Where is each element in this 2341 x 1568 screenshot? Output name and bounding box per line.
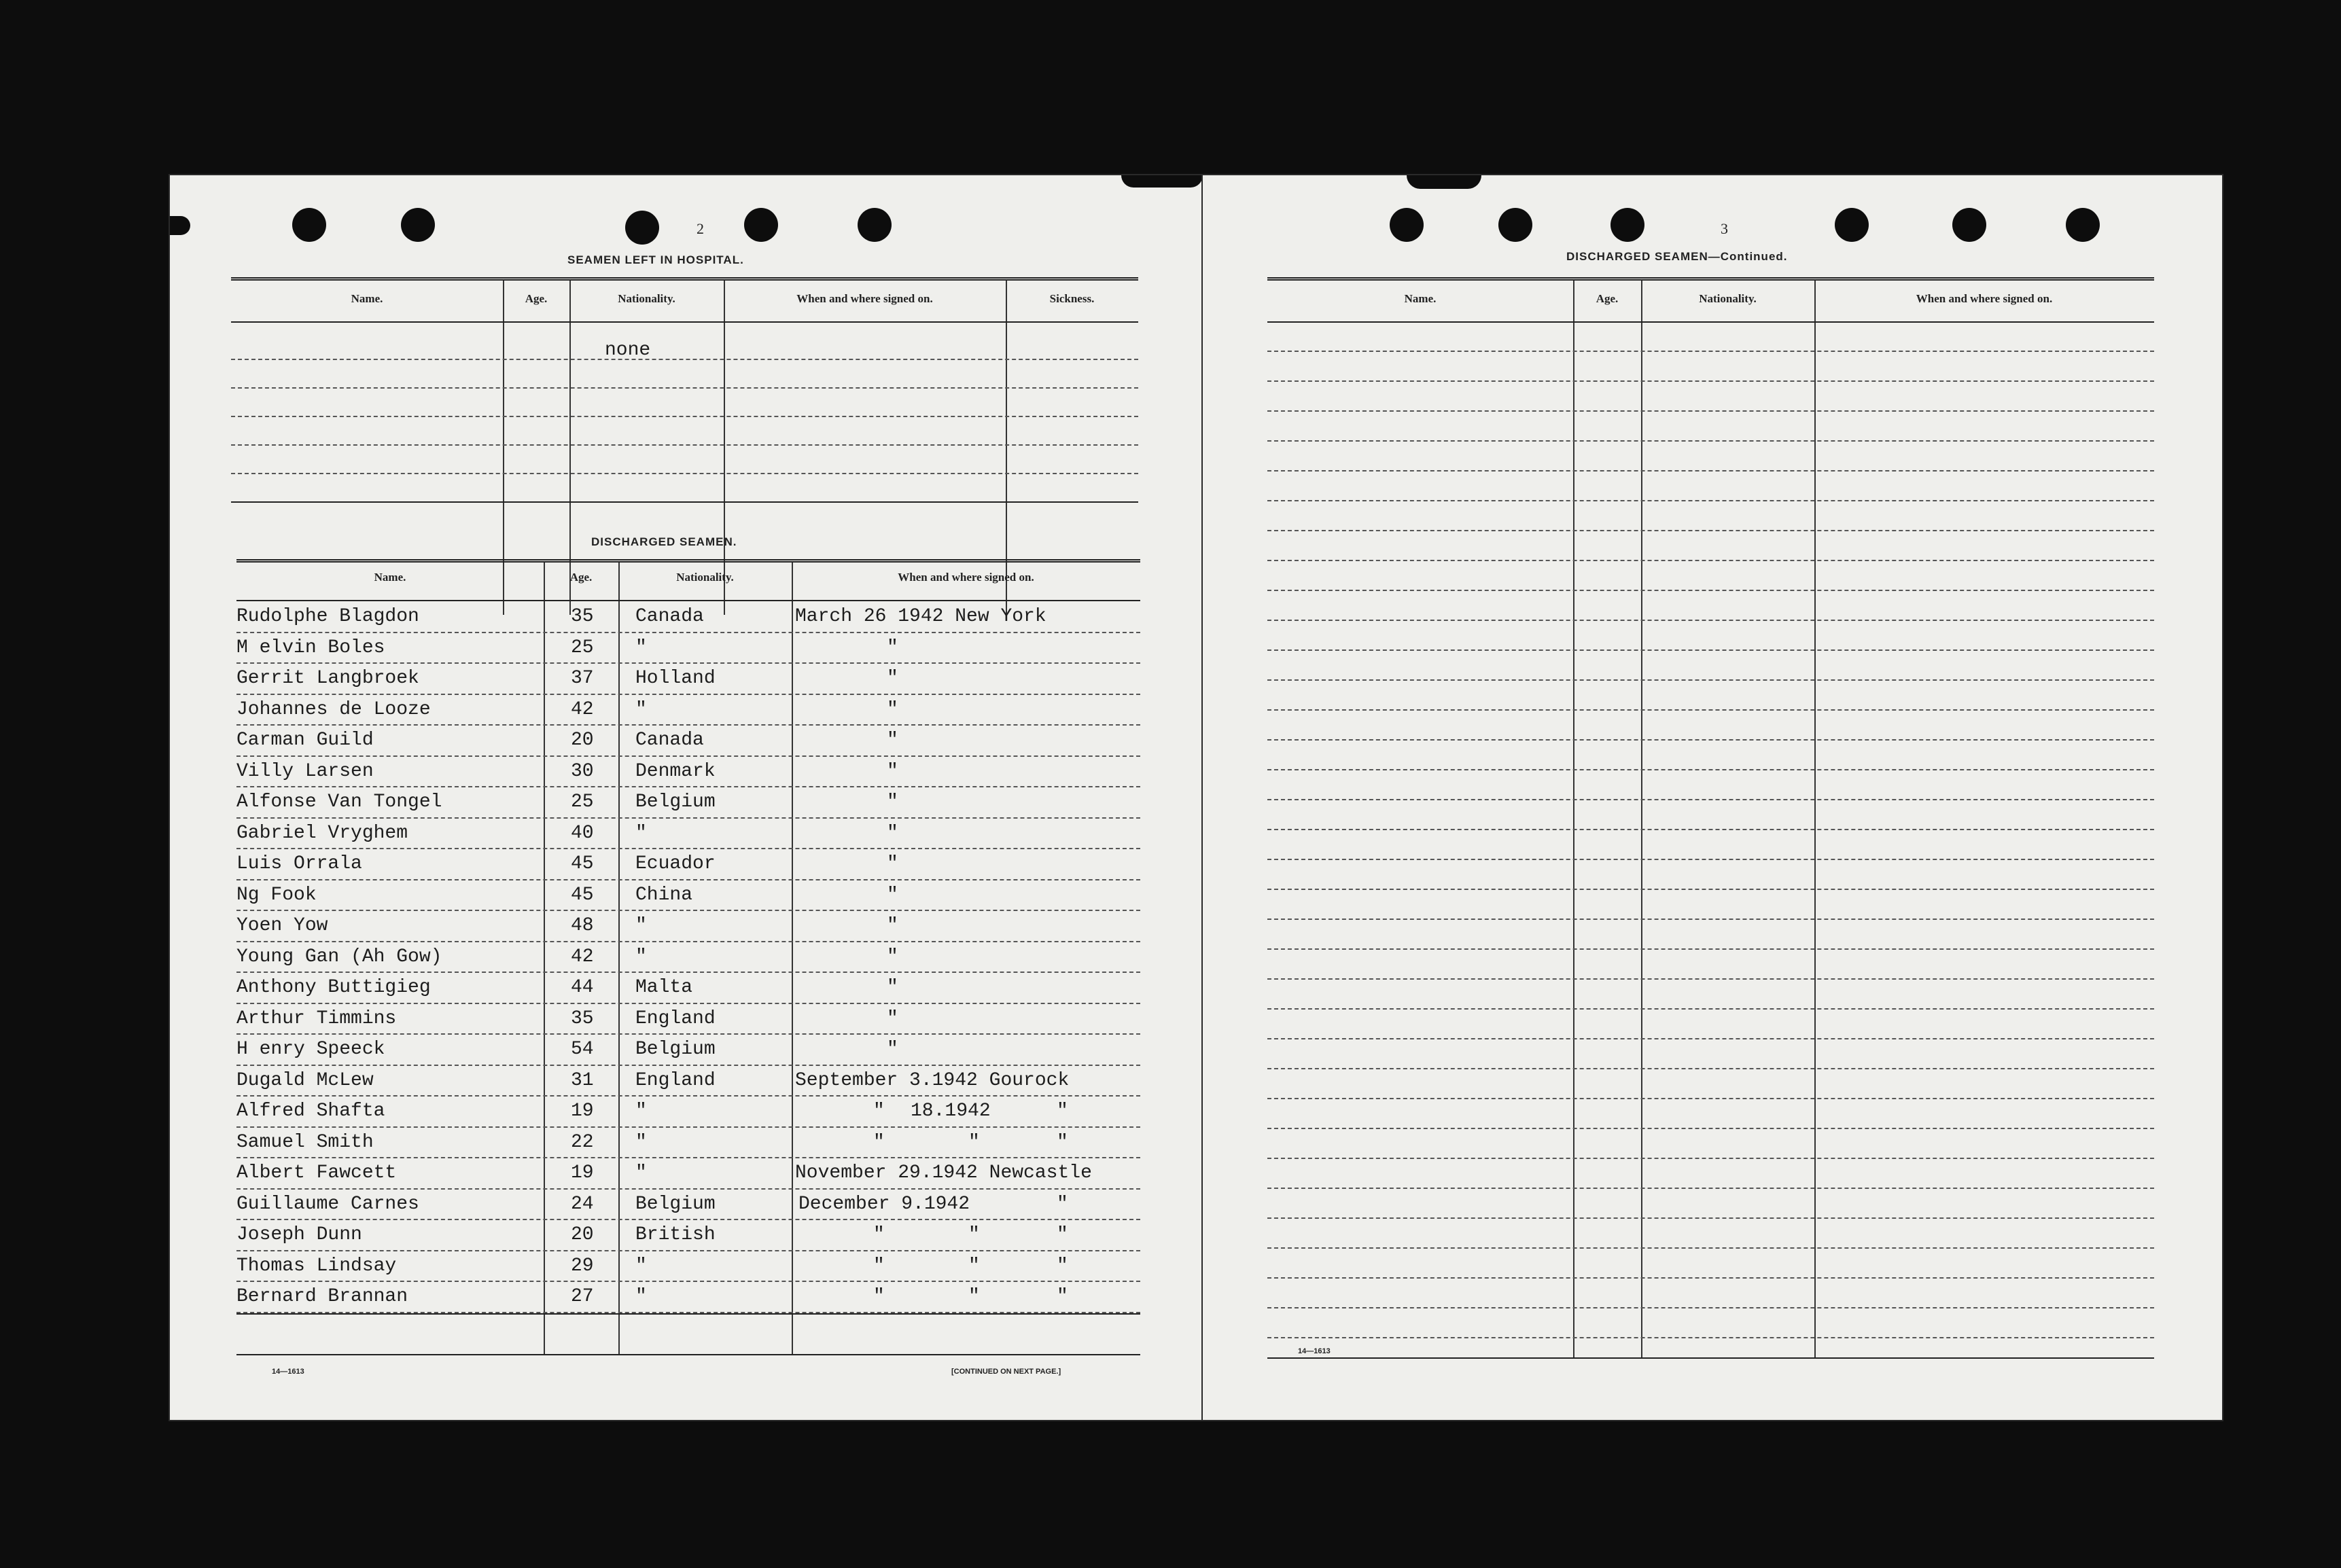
signed-on-entry: " — [887, 822, 898, 844]
signed-on-entry: " — [887, 730, 898, 751]
seaman-nationality: Ecuador — [635, 853, 716, 874]
punch-hole — [1952, 208, 1986, 242]
seaman-nationality: Canada — [635, 730, 704, 751]
row-rule — [1267, 1038, 2154, 1039]
seaman-age: 27 — [571, 1286, 594, 1307]
row-rule — [231, 473, 1138, 474]
punch-hole — [625, 211, 659, 245]
row-rule — [236, 1219, 1140, 1220]
signed-on-entry: " — [968, 1131, 980, 1153]
signed-on-entry: " — [873, 1101, 885, 1122]
punch-hole — [1835, 208, 1869, 242]
signed-on-entry: " — [873, 1286, 885, 1307]
column-divider — [544, 563, 545, 1354]
punch-hole — [744, 208, 778, 242]
seaman-age: 42 — [571, 698, 594, 720]
signed-on-entry: " — [887, 853, 898, 874]
punch-hole — [1390, 208, 1424, 242]
column-divider — [503, 281, 504, 615]
row-rule — [1267, 859, 2154, 860]
column-divider — [1641, 281, 1642, 1357]
header-rule — [231, 277, 1138, 281]
continued-section-title: DISCHARGED SEAMEN—Continued. — [1566, 250, 1788, 263]
punch-hole — [401, 208, 435, 242]
row-rule — [236, 817, 1140, 819]
signed-on-entry: " — [968, 1255, 980, 1277]
row-rule — [236, 1188, 1140, 1190]
seaman-nationality: " — [635, 1101, 647, 1122]
row-rule — [1267, 380, 2154, 382]
col-header-name: Name. — [351, 292, 383, 305]
signed-on-entry: " — [887, 915, 898, 936]
punch-hole — [858, 208, 892, 242]
torn-edge — [170, 216, 190, 235]
seaman-nationality: Malta — [635, 977, 693, 998]
column-divider — [1814, 281, 1816, 1357]
seaman-age: 40 — [571, 822, 594, 844]
signed-on-entry: December 9.1942 — [798, 1193, 970, 1215]
signed-on-entry: 18.1942 — [911, 1101, 991, 1122]
row-rule — [1267, 1128, 2154, 1129]
seaman-nationality: " — [635, 1286, 647, 1307]
col-header-age: Age. — [1596, 292, 1619, 305]
bottom-rule — [236, 1354, 1140, 1355]
seaman-name: Arthur Timmins — [236, 1008, 397, 1029]
row-rule — [236, 1126, 1140, 1128]
col-header-name: Name. — [374, 571, 406, 584]
header-rule — [236, 559, 1140, 563]
row-rule — [1267, 889, 2154, 890]
signed-on-entry: " — [1057, 1286, 1068, 1307]
row-rule — [1267, 919, 2154, 920]
seaman-age: 45 — [571, 884, 594, 906]
signed-on-entry: March 26 1942 New York — [795, 606, 1046, 627]
row-rule — [1267, 1008, 2154, 1010]
form-number: 14—1613 — [272, 1368, 304, 1376]
row-rule — [1267, 948, 2154, 950]
row-rule — [236, 972, 1140, 973]
discharged-section-title: DISCHARGED SEAMEN. — [591, 535, 737, 548]
col-header-age: Age. — [569, 571, 593, 584]
row-rule — [1267, 321, 2154, 323]
seaman-age: 24 — [571, 1193, 594, 1215]
seaman-name: Guillaume Carnes — [236, 1193, 419, 1215]
seaman-name: Yoen Yow — [236, 915, 328, 936]
row-rule — [236, 662, 1140, 664]
signed-on-entry: " — [1057, 1224, 1068, 1245]
seaman-name: Albert Fawcett — [236, 1162, 397, 1183]
row-rule — [231, 321, 1138, 323]
signed-on-entry: " — [1057, 1131, 1068, 1153]
seaman-name: H enry Speeck — [236, 1039, 385, 1060]
col-header-nationality: Nationality. — [1699, 292, 1757, 305]
signed-on-entry: " — [887, 946, 898, 967]
col-header-nationality: Nationality. — [676, 571, 734, 584]
seaman-name: Gabriel Vryghem — [236, 822, 408, 844]
seaman-age: 35 — [571, 606, 594, 627]
row-rule — [236, 1281, 1140, 1282]
column-divider — [724, 281, 725, 615]
signed-on-entry: " — [887, 791, 898, 813]
row-rule — [231, 416, 1138, 417]
seaman-name: Anthony Buttigieg — [236, 977, 431, 998]
seaman-name: Alfred Shafta — [236, 1101, 385, 1122]
signed-on-entry: " — [887, 1039, 898, 1060]
column-divider — [569, 281, 571, 615]
signed-on-entry: November 29.1942 Newcastle — [795, 1162, 1092, 1183]
seaman-age: 42 — [571, 946, 594, 967]
signed-on-entry: " — [873, 1255, 885, 1277]
seaman-age: 30 — [571, 760, 594, 782]
seaman-nationality: England — [635, 1069, 716, 1091]
seaman-nationality: Belgium — [635, 1039, 716, 1060]
row-rule — [1267, 1277, 2154, 1279]
row-rule — [1267, 590, 2154, 591]
column-divider — [618, 563, 620, 1354]
punch-hole — [2066, 208, 2100, 242]
seaman-nationality: " — [635, 915, 647, 936]
row-rule — [236, 600, 1140, 601]
row-rule — [1267, 1217, 2154, 1219]
row-rule — [236, 1313, 1140, 1315]
signed-on-entry: " — [968, 1224, 980, 1245]
seaman-age: 19 — [571, 1101, 594, 1122]
col-header-name: Name. — [1404, 292, 1437, 305]
signed-on-entry: " — [887, 884, 898, 906]
signed-on-entry: " — [968, 1286, 980, 1307]
col-header-nationality: Nationality. — [618, 292, 675, 305]
signed-on-entry: " — [873, 1131, 885, 1153]
seaman-name: Young Gan (Ah Gow) — [236, 946, 442, 967]
signed-on-entry: " — [887, 977, 898, 998]
signed-on-entry: " — [1057, 1255, 1068, 1277]
seaman-nationality: " — [635, 822, 647, 844]
row-rule — [1267, 1188, 2154, 1189]
column-divider — [1006, 281, 1007, 615]
row-rule — [1267, 620, 2154, 621]
row-rule — [1267, 440, 2154, 442]
header-rule — [1267, 277, 2154, 281]
seaman-name: Alfonse Van Tongel — [236, 791, 442, 813]
signed-on-entry: " — [1057, 1193, 1068, 1215]
row-rule — [1267, 978, 2154, 980]
seaman-nationality: " — [635, 1131, 647, 1153]
signed-on-entry: " — [887, 668, 898, 689]
row-rule — [236, 848, 1140, 849]
hospital-entry: none — [605, 340, 651, 361]
punch-hole — [1610, 208, 1644, 242]
row-rule — [1267, 679, 2154, 681]
seaman-nationality: Belgium — [635, 791, 716, 813]
row-rule — [236, 1095, 1140, 1097]
seaman-age: 48 — [571, 915, 594, 936]
row-rule — [1267, 1158, 2154, 1159]
col-header-age: Age. — [525, 292, 548, 305]
seaman-name: Rudolphe Blagdon — [236, 606, 419, 627]
bottom-rule — [1267, 1357, 2154, 1359]
seaman-name: Carman Guild — [236, 730, 374, 751]
row-rule — [236, 1003, 1140, 1004]
continued-note: [CONTINUED ON NEXT PAGE.] — [951, 1368, 1061, 1376]
row-rule — [236, 1065, 1140, 1066]
seaman-age: 20 — [571, 730, 594, 751]
punch-hole — [292, 208, 326, 242]
seaman-name: Ng Fook — [236, 884, 317, 906]
seaman-name: Johannes de Looze — [236, 698, 431, 720]
column-divider — [1573, 281, 1574, 1357]
signed-on-entry: " — [887, 698, 898, 720]
punch-hole — [1498, 208, 1532, 242]
seaman-name: Samuel Smith — [236, 1131, 374, 1153]
seaman-name: Luis Orrala — [236, 853, 362, 874]
seaman-name: Bernard Brannan — [236, 1286, 408, 1307]
seaman-age: 22 — [571, 1131, 594, 1153]
seaman-nationality: " — [635, 637, 647, 658]
row-rule — [236, 632, 1140, 633]
col-header-signed-on: When and where signed on. — [898, 571, 1034, 584]
seaman-age: 25 — [571, 637, 594, 658]
torn-edge — [1121, 175, 1203, 188]
seaman-age: 31 — [571, 1069, 594, 1091]
row-rule — [236, 786, 1140, 787]
right-page — [1203, 175, 2222, 1420]
hospital-section-title: SEAMEN LEFT IN HOSPITAL. — [567, 253, 744, 266]
row-rule — [236, 724, 1140, 726]
row-rule — [1267, 829, 2154, 830]
signed-on-entry: " — [887, 760, 898, 782]
col-header-signed-on: When and where signed on. — [1916, 292, 2053, 305]
signed-on-entry: September 3.1942 Gourock — [795, 1069, 1070, 1091]
seaman-name: Thomas Lindsay — [236, 1255, 397, 1277]
seaman-nationality: Belgium — [635, 1193, 716, 1215]
row-rule — [1267, 1247, 2154, 1249]
seaman-name: M elvin Boles — [236, 637, 385, 658]
signed-on-entry: " — [887, 637, 898, 658]
seaman-nationality: " — [635, 1255, 647, 1277]
column-divider — [792, 563, 793, 1354]
row-rule — [236, 910, 1140, 911]
seaman-nationality: China — [635, 884, 693, 906]
form-number: 14—1613 — [1298, 1347, 1331, 1355]
row-rule — [236, 755, 1140, 757]
row-rule — [236, 879, 1140, 880]
seaman-age: 44 — [571, 977, 594, 998]
row-rule — [231, 501, 1138, 503]
seaman-nationality: British — [635, 1224, 716, 1245]
seaman-age: 54 — [571, 1039, 594, 1060]
row-rule — [1267, 530, 2154, 531]
row-rule — [1267, 1098, 2154, 1099]
seaman-name: Dugald McLew — [236, 1069, 374, 1091]
seaman-nationality: Holland — [635, 668, 716, 689]
row-rule — [231, 359, 1138, 360]
row-rule — [236, 1033, 1140, 1035]
torn-edge — [1407, 175, 1481, 189]
row-rule — [236, 694, 1140, 695]
page-number: 2 — [697, 220, 704, 237]
row-rule — [236, 941, 1140, 942]
row-rule — [1267, 410, 2154, 412]
row-rule — [1267, 649, 2154, 651]
row-rule — [1267, 769, 2154, 770]
row-rule — [236, 1157, 1140, 1158]
seaman-nationality: Denmark — [635, 760, 716, 782]
row-rule — [1267, 560, 2154, 561]
row-rule — [1267, 1337, 2154, 1338]
col-header-sickness: Sickness. — [1049, 292, 1095, 305]
seaman-age: 45 — [571, 853, 594, 874]
row-rule — [1267, 739, 2154, 741]
seaman-age: 19 — [571, 1162, 594, 1183]
row-rule — [1267, 470, 2154, 471]
signed-on-entry: " — [887, 1008, 898, 1029]
row-rule — [231, 444, 1138, 446]
seaman-nationality: Canada — [635, 606, 704, 627]
row-rule — [1267, 799, 2154, 800]
seaman-age: 29 — [571, 1255, 594, 1277]
seaman-nationality: " — [635, 1162, 647, 1183]
row-rule — [1267, 500, 2154, 501]
row-rule — [1267, 709, 2154, 711]
row-rule — [1267, 1307, 2154, 1308]
signed-on-entry: " — [873, 1224, 885, 1245]
row-rule — [231, 387, 1138, 389]
seaman-age: 35 — [571, 1008, 594, 1029]
signed-on-entry: " — [1057, 1101, 1068, 1122]
row-rule — [236, 1250, 1140, 1251]
left-page — [170, 175, 1203, 1420]
col-header-signed-on: When and where signed on. — [796, 292, 933, 305]
seaman-name: Villy Larsen — [236, 760, 374, 782]
seaman-nationality: England — [635, 1008, 716, 1029]
seaman-age: 25 — [571, 791, 594, 813]
seaman-nationality: " — [635, 946, 647, 967]
seaman-name: Gerrit Langbroek — [236, 668, 419, 689]
seaman-age: 20 — [571, 1224, 594, 1245]
seaman-name: Joseph Dunn — [236, 1224, 362, 1245]
seaman-nationality: " — [635, 698, 647, 720]
row-rule — [1267, 351, 2154, 352]
seaman-age: 37 — [571, 668, 594, 689]
page-number: 3 — [1721, 220, 1728, 237]
row-rule — [1267, 1068, 2154, 1069]
